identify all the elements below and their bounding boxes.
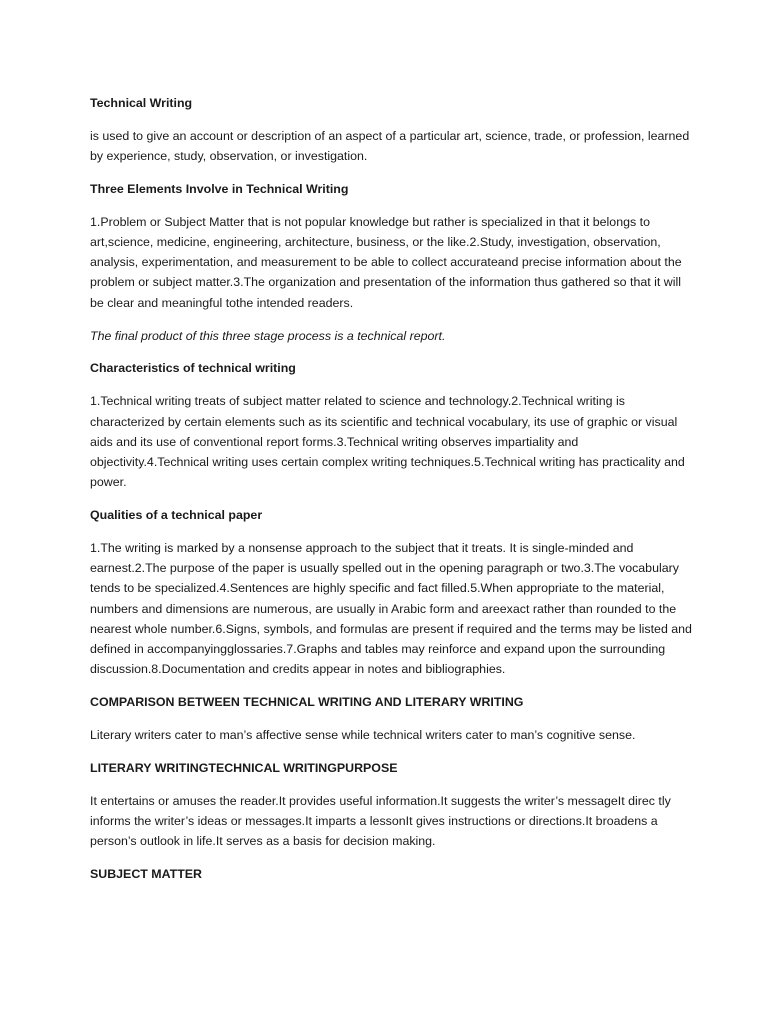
definition-paragraph: is used to give an account or description of an aspect of a particular art, science, trade, or profession, learned by experience, study, observation, or investigation. [90,128,690,164]
purpose-paragraph: It entertains or amuses the reader.It provides useful information.It suggests the writer’s messageIt direc tly informs the writer’s ideas or messages.It imparts a lessonIt gives instructions or directions.It broadens a person’s outlook in life.It serves as a basis for decision making. [90,793,671,849]
elements-heading: Three Elements Involve in Technical Writing [90,181,349,196]
document-page [90,93,692,897]
final-product-note: The final product of this three stage process is a technical report. [90,328,446,343]
qualities-heading: Qualities of a technical paper [90,508,263,523]
comparison-paragraph: Literary writers cater to man’s affective sense while technical writers cater to man’s cognitive sense. [90,727,636,742]
characteristics-paragraph: 1.Technical writing treats of subject matter related to science and technology.2.Technical writing is characterized by certain elements such as its scientific and technical vocabulary, its use of graphic or visual aids and its use of conventional report forms.3.Technical writing observes impartiality and objectivity.4.Technical writing uses certain complex writing techniques.5.Technical writing has practicality and power. [90,394,685,490]
subject-matter-heading: SUBJECT MATTER [90,867,202,882]
document-title: Technical Writing [90,96,193,110]
qualities-paragraph: 1.The writing is marked by a nonsense approach to the subject that it treats. It is single-minded and earnest.2.The purpose of the paper is usually spelled out in the opening paragraph or two.3.The vocabulary tends to be specialized.4.Sentences are highly specific and fact filled.5.When appropriate to the material, numbers and dimensions are numerous, are usually in Arabic form and areexact rather than rounded to the nearest whole number.6.Signs, symbols, and formulas are present if required and the terms may be listed and defined in accompanyingglossaries.7.Graphs and tables may reinforce and expand upon the surrounding discussion.8.Documentation and credits appear in notes and bibliographies. [90,540,692,677]
comparison-heading: COMPARISON BETWEEN TECHNICAL WRITING AND LITERARY WRITING [90,695,524,710]
purpose-heading: LITERARY WRITINGTECHNICAL WRITINGPURPOSE [90,760,398,775]
characteristics-heading: Characteristics of technical writing [90,361,296,376]
elements-paragraph: 1.Problem or Subject Matter that is not popular knowledge but rather is specialized in that it belongs to art,science, medicine, engineering, architecture, business, or the like.2.Study, investigation, observation, analysis, experimentation, and measurement to be able to collect accurateand precise information about the problem or subject matter.3.The organization and presentation of the information thus gathered so that it will be clear and meaningful tothe intended readers. [90,214,682,310]
